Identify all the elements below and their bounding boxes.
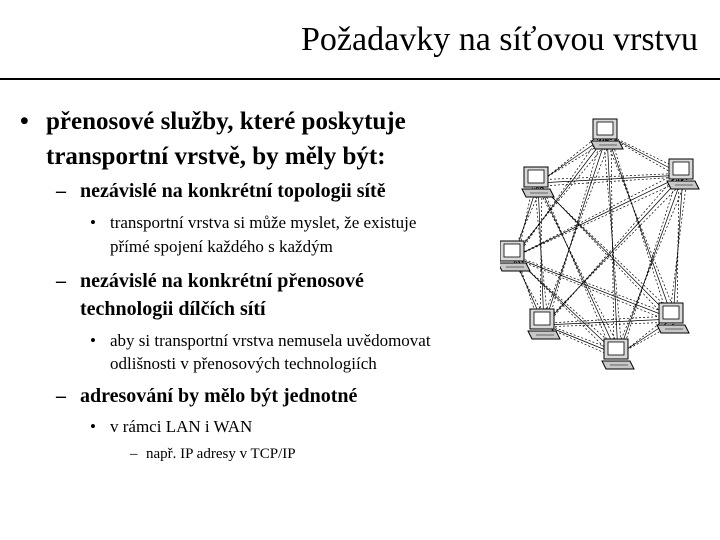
sub3-note: v rámci LAN i WAN [110,417,253,436]
bullet-marker: • [90,213,96,232]
computer-icon [500,241,530,271]
sub1-note-line1: transportní vrstva si může myslet, že existuje [110,213,417,232]
sub2-line2: technologii dílčích sítí [80,298,266,320]
computer-icon [657,303,689,333]
mesh-link [603,132,677,317]
bullet-marker: • [20,108,29,135]
sub3-subnote: např. IP adresy v TCP/IP [146,446,296,462]
sub3-text: adresování by mělo být jednotné [80,385,358,407]
dash-marker: – [56,385,66,407]
computer-icon [528,309,560,339]
dash-marker: – [56,180,66,202]
computer-icon [591,119,623,149]
sub2-note-line2: odlišnosti v přenosových technologiích [110,354,377,373]
bullet-marker: • [90,331,96,350]
mesh-link [544,135,607,325]
sub2-line1: nezávislé na konkrétní přenosové [80,270,364,292]
computer-icon [667,159,699,189]
page-title: Požadavky na síťovou vrstvu [301,21,698,58]
dash-marker: – [130,446,138,462]
sub1-text: nezávislé na konkrétní topologii sítě [80,180,386,202]
dash-marker: – [56,270,66,292]
mesh-link [669,178,687,321]
bullet-marker: • [90,417,96,436]
sub1-note-line2: přímé spojení každého s každým [110,237,333,256]
title-rule [0,78,720,80]
computer-icon [522,167,554,197]
bullet1-line2: transportní vrstvě, by měly být: [46,143,386,170]
sub2-note-line1: aby si transportní vrstva nemusela uvědomovat [110,331,431,350]
computer-icon [602,339,634,369]
computer-mesh-icon [500,105,710,385]
mesh-link [540,138,611,327]
mesh-computers [500,119,699,369]
bullet1-line1: přenosové služby, které poskytuje [46,108,406,135]
